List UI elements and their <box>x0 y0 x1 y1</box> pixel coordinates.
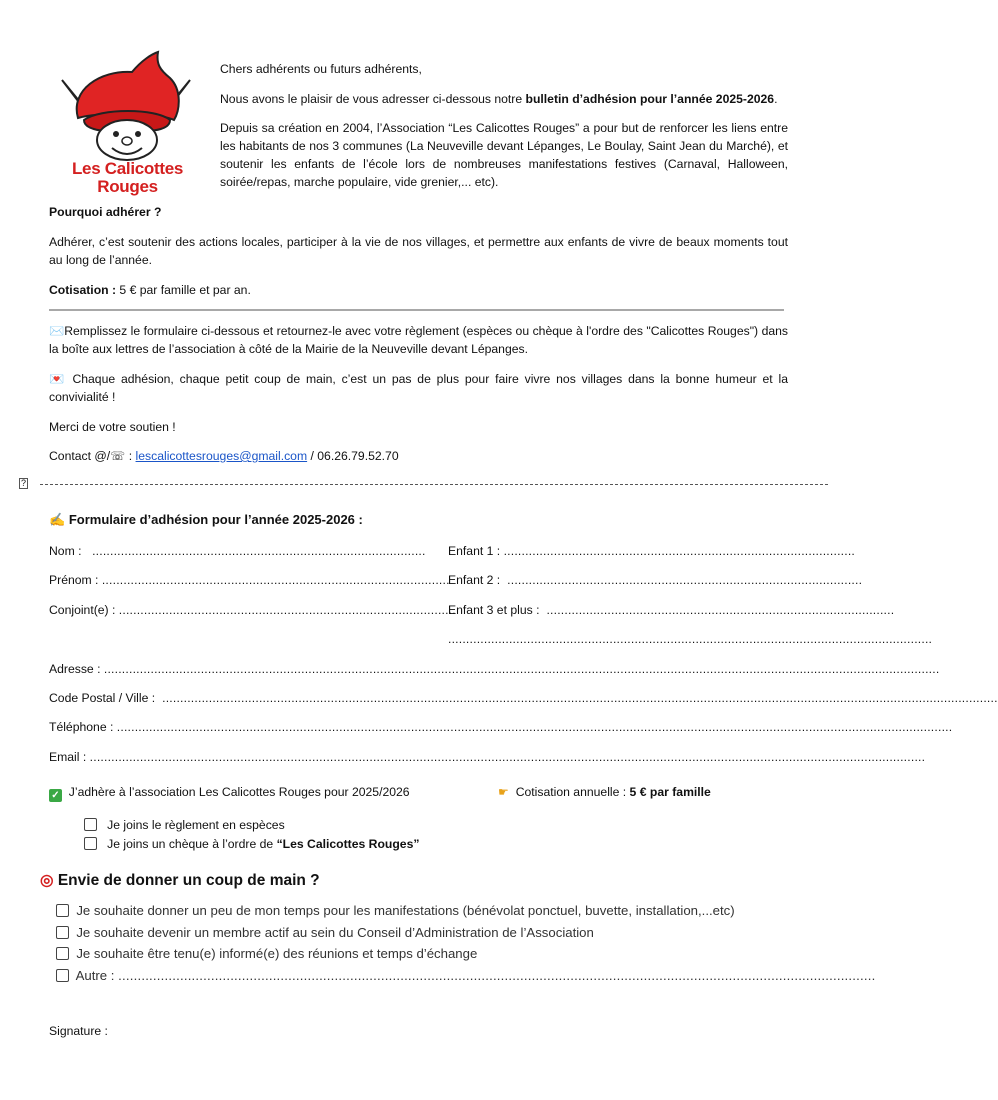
other-input-line[interactable]: .................................................................................................................................................................................................... <box>118 968 876 983</box>
help-option-other-checkbox[interactable] <box>56 969 69 982</box>
love-letter-icon: 💌 <box>49 372 67 386</box>
pay-cash-option: Je joins le règlement en espèces <box>84 816 285 834</box>
enfant1-field[interactable]: Enfant 1 : .................................................................................................. <box>448 544 855 558</box>
adhesion-line: ✓ J’adhère à l’association Les Calicottes Rouges pour 2025/2026 <box>49 783 410 802</box>
help-option-2-checkbox[interactable] <box>56 926 69 939</box>
why-title: Pourquoi adhérer ? <box>49 205 162 219</box>
help-option-other: Autre : .................................................................................................................................................................................................... <box>56 967 786 985</box>
help-option-3-checkbox[interactable] <box>56 947 69 960</box>
pay-cash-checkbox[interactable] <box>84 818 97 831</box>
help-title: ◎ Envie de donner un coup de main ? <box>40 872 320 889</box>
help-option-1: Je souhaite donner un peu de mon temps pour les manifestations (bénévolat ponctuel, buvette, installation,...etc) <box>56 902 735 920</box>
logo-wordmark: Les Calicottes Rouges <box>71 159 184 196</box>
cotisation-line: ☛ Cotisation annuelle : 5 € par famille <box>498 785 711 799</box>
elf-mascot-icon <box>40 50 210 162</box>
enfant3-extra-line[interactable]: ....................................................................................................................................... <box>448 632 933 646</box>
fee-line: Cotisation : 5 € par famille et par an. <box>49 283 251 297</box>
adresse-field[interactable]: Adresse : ......................................................................................................................................................................................................................................... <box>49 662 940 676</box>
divider <box>49 309 784 311</box>
target-icon: ◎ <box>40 872 54 889</box>
intro-paragraph-2: Depuis sa création en 2004, l’Association “Les Calicottes Rouges” a pour but de renforcer les liens entre les habitants de nos 3 communes (La Neuveville devant Lépanges, Le Boulay, Saint Jean du Marché), et soutenir les enfants de l’école lors de nombreuses manifestations festives (Carnaval, Halloween, soirée/repas, marche populaire, vide grenier,... etc). <box>220 121 788 189</box>
help-option-2: Je souhaite devenir un membre actif au sein du Conseil d’Administration de l’Association <box>56 924 594 942</box>
why-text: Adhérer, c’est soutenir des actions locales, participer à la vie de nos villages, et permettre aux enfants de vivre de beaux moments tout au long de l’année. <box>49 235 788 267</box>
telephone-field[interactable]: Téléphone : ......................................................................................................................................................................................................................................... <box>49 720 953 734</box>
signature-label: Signature : <box>49 1024 108 1038</box>
association-logo <box>40 50 210 196</box>
support-paragraph: 💌 Chaque adhésion, chaque petit coup de main, c’est un pas de plus pour faire vivre nos villages dans la bonne humeur et la convivialité ! <box>49 372 788 404</box>
code-postal-ville-field[interactable]: Code Postal / Ville : ......................................................................................................................................................................................................................................... <box>49 691 998 705</box>
help-option-3: Je souhaite être tenu(e) informé(e) des réunions et temps d’échange <box>56 945 477 963</box>
email-field[interactable]: Email : ......................................................................................................................................................................................................................................... <box>49 750 926 764</box>
greeting: Chers adhérents ou futurs adhérents, <box>220 62 422 76</box>
scissors-icon: ? <box>20 478 26 488</box>
thanks-text: Merci de votre soutien ! <box>49 420 176 434</box>
contact-line: Contact @/☏ : lescalicottesrouges@gmail.com / 06.26.79.52.70 <box>49 449 399 463</box>
instructions-paragraph: ✉️Remplissez le formulaire ci-dessous et retournez-le avec votre règlement (espèces ou chèque à l'ordre des "Calicottes Rouges") dans la boîte aux lettres de l’association à côté de la Mairie de la Neuveville devant Lépanges. <box>49 324 788 356</box>
nom-field[interactable]: Nom : ............................................................................................. <box>49 544 426 558</box>
enfant3-field[interactable]: Enfant 3 et plus : ................................................................................................. <box>448 603 895 617</box>
pointing-hand-icon: ☛ <box>498 785 509 799</box>
pay-cheque-checkbox[interactable] <box>84 837 97 850</box>
prenom-field[interactable]: Prénom : ................................................................................................. <box>49 573 450 587</box>
email-link[interactable]: lescalicottesrouges@gmail.com <box>135 449 308 463</box>
intro-paragraph-1: Nous avons le plaisir de vous adresser ci-dessous notre bulletin d’adhésion pour l’année 2025-2026. <box>220 92 778 106</box>
enfant2-field[interactable]: Enfant 2 : ................................................................................................... <box>448 573 863 587</box>
envelope-icon: ✉️ <box>49 324 65 338</box>
form-title: ✍️ Formulaire d’adhésion pour l’année 2025-2026 : <box>49 512 363 527</box>
green-check-icon: ✓ <box>49 789 62 802</box>
help-option-1-checkbox[interactable] <box>56 904 69 917</box>
writing-hand-icon: ✍️ <box>49 512 66 527</box>
conjoint-field[interactable]: Conjoint(e) : .............................................................................................. <box>49 603 456 617</box>
cut-line <box>40 484 828 485</box>
pay-cheque-option: Je joins un chèque à l’ordre de “Les Calicottes Rouges” <box>84 835 419 853</box>
